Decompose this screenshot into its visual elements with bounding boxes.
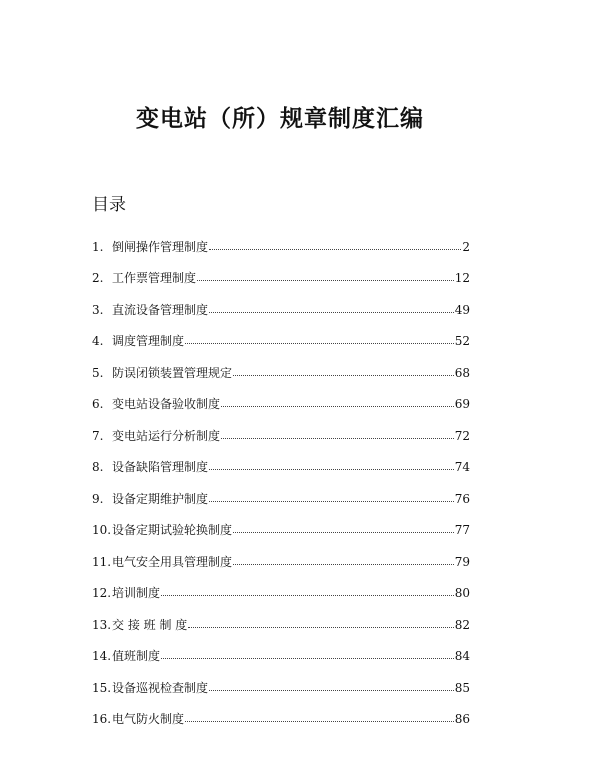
- toc-entry[interactable]: [92, 569, 470, 601]
- toc-entry-label: 培训制度: [112, 586, 161, 600]
- toc-entry-label: 调度管理制度: [112, 334, 185, 348]
- toc-entry-number: 15.: [92, 680, 112, 695]
- document-title: 变电站（所）规章制度汇编: [136, 105, 424, 132]
- toc-entry[interactable]: [92, 506, 470, 538]
- toc-dot-leader: [161, 658, 454, 659]
- toc-entry[interactable]: [92, 285, 470, 317]
- toc-entry[interactable]: [92, 254, 470, 286]
- toc-dot-leader: [221, 406, 454, 407]
- toc-entry-number: 3.: [92, 302, 104, 317]
- toc-dot-leader: [209, 501, 454, 502]
- toc-entry[interactable]: [92, 474, 470, 506]
- toc-dot-leader: [233, 564, 454, 565]
- toc-entry[interactable]: [92, 632, 470, 664]
- toc-entry-page: 84: [454, 649, 470, 663]
- toc-entry[interactable]: [92, 695, 470, 727]
- toc-entry-label: 设备定期维护制度: [112, 491, 209, 506]
- toc-dot-leader: [221, 438, 454, 439]
- toc-entry[interactable]: [92, 600, 470, 632]
- toc-entry[interactable]: [92, 411, 470, 443]
- toc-entry-page: 80: [454, 586, 470, 600]
- toc-entry-number: 1.: [92, 239, 104, 254]
- toc-dot-leader: [209, 312, 454, 313]
- toc-entry-page: 82: [454, 617, 470, 632]
- toc-dot-leader: [233, 375, 454, 376]
- toc-entry-label: 设备巡视检查制度: [112, 680, 209, 695]
- toc-dot-leader: [209, 469, 454, 470]
- toc-entry-page: 49: [454, 302, 470, 317]
- toc-entry-number: 16.: [92, 712, 112, 726]
- toc-dot-leader: [188, 627, 453, 628]
- toc-entry-page: 68: [454, 365, 470, 380]
- toc-entry-number: 12.: [92, 586, 112, 600]
- toc-entry-page: 69: [454, 397, 470, 411]
- toc-entry-page: 76: [454, 491, 470, 506]
- toc-entry[interactable]: [92, 443, 470, 475]
- toc-dot-leader: [185, 721, 454, 722]
- toc-entry-page: 86: [454, 712, 470, 726]
- toc-entry-page: 79: [454, 554, 470, 569]
- toc-entry-label: 设备定期试验轮换制度: [112, 523, 233, 537]
- toc-entry-label: 工作票管理制度: [112, 271, 197, 285]
- toc-entry[interactable]: [92, 222, 470, 254]
- toc-entry-number: 14.: [92, 649, 112, 663]
- toc-entry-label: 防误闭锁装置管理规定: [112, 365, 233, 380]
- toc-entry-number: 4.: [92, 334, 104, 348]
- toc-entry[interactable]: [92, 380, 470, 412]
- toc-entry-label: 倒闸操作管理制度: [112, 239, 209, 254]
- toc-dot-leader: [161, 595, 454, 596]
- table-of-contents: [92, 222, 470, 726]
- toc-entry[interactable]: [92, 348, 470, 380]
- toc-dot-leader: [233, 532, 454, 533]
- toc-entry-page: 52: [454, 334, 470, 348]
- toc-entry-page: 2: [462, 239, 470, 254]
- toc-heading: 目录: [92, 195, 126, 215]
- toc-dot-leader: [185, 343, 454, 344]
- toc-entry-label: 电气防火制度: [112, 712, 185, 726]
- toc-entry-number: 11.: [92, 554, 112, 569]
- toc-entry-number: 10.: [92, 523, 112, 537]
- toc-entry[interactable]: [92, 537, 470, 569]
- toc-entry-number: 5.: [92, 365, 104, 380]
- toc-dot-leader: [209, 690, 454, 691]
- toc-entry-label: 设备缺陷管理制度: [112, 460, 209, 474]
- toc-entry-page: 77: [454, 523, 470, 537]
- toc-entry-label: 变电站设备验收制度: [112, 397, 221, 411]
- toc-entry[interactable]: [92, 663, 470, 695]
- toc-entry-label: 交 接 班 制 度: [112, 617, 188, 632]
- toc-entry-number: 6.: [92, 397, 104, 411]
- toc-entry-number: 9.: [92, 491, 104, 506]
- toc-entry-label: 电气安全用具管理制度: [112, 554, 233, 569]
- toc-entry-label: 值班制度: [112, 649, 161, 663]
- toc-entry-page: 74: [454, 460, 470, 474]
- toc-entry-number: 7.: [92, 428, 104, 443]
- toc-entry-number: 13.: [92, 617, 112, 632]
- toc-entry-number: 8.: [92, 460, 104, 474]
- toc-dot-leader: [209, 249, 461, 250]
- toc-entry-page: 72: [454, 428, 470, 443]
- toc-entry-number: 2.: [92, 271, 104, 285]
- toc-entry-page: 85: [454, 680, 470, 695]
- toc-entry-label: 直流设备管理制度: [112, 302, 209, 317]
- toc-dot-leader: [197, 280, 454, 281]
- toc-entry[interactable]: [92, 317, 470, 349]
- toc-entry-label: 变电站运行分析制度: [112, 428, 221, 443]
- toc-entry-page: 12: [454, 271, 470, 285]
